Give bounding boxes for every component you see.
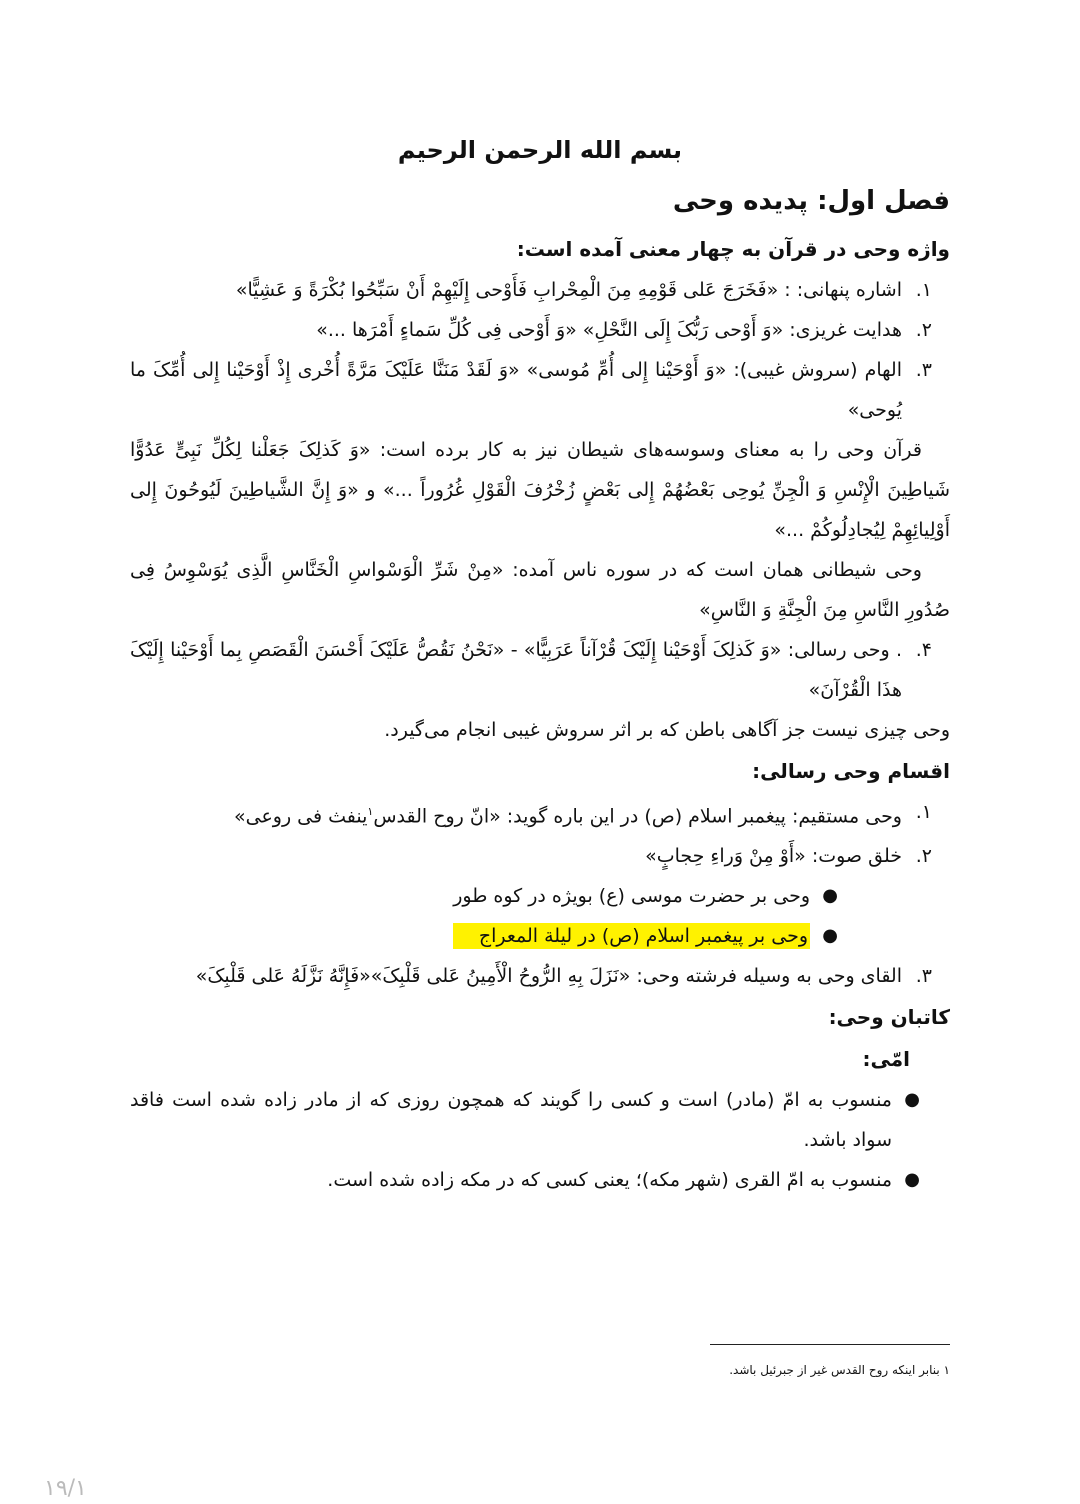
type-number: ۱. [915, 801, 932, 823]
type-text-before: وحی مستقیم: پیغمبر اسلام (ص) در این باره گوید: «انّ روح القدس [373, 805, 902, 828]
type-item-2 [130, 836, 950, 876]
meaning-item-1 [130, 270, 950, 310]
chapter-title: فصل اول: پدیده وحی [672, 186, 950, 216]
intro-heading: واژه وحی در قرآن به چهار معنی آمده است: [516, 237, 950, 261]
type-number: ۳. [915, 965, 932, 988]
meaning-text: . وحی رسالی: «وَ کَذلِکَ أَوْحَیْنا إِلَیْکَ قُرْآناً عَرَبِیًّا» - «نَحْنُ نَقُصُّ عَلَیْکَ أَحْسَنَ الْقَصَصِ بِما أَوْحَیْنا إِلَیْکَ هذَا الْقُرْآنَ» [130, 639, 902, 701]
bullet-icon: ● [904, 1169, 920, 1191]
type-text: خلق صوت: «أَوْ مِنْ وَراءِ حِجابٍ» [645, 845, 902, 868]
scribes-heading: کاتبان وحی: [828, 1005, 950, 1030]
bullet-icon: ● [904, 1089, 920, 1111]
sound-example-text: وحی بر حضرت موسی (ع) بویژه در کوه طور [453, 885, 810, 908]
basmala: بسم الله الرحمن الرحیم [397, 136, 683, 164]
type-number: ۲. [915, 845, 932, 868]
sound-example-text: وحی بر پیغمبر اسلام (ص) در لیلة المعراج [478, 925, 808, 948]
footnote-number: ۱ [943, 1363, 950, 1377]
footnote-text: بنابر اینکه روح القدس غیر از جبرئیل باشد. [729, 1363, 940, 1377]
bullet-icon: ● [822, 885, 838, 907]
paragraph-nas: وحی شیطانی همان است که در سوره ناس آمده: «مِنْ شَرِّ الْوَسْواسِ الْخَنَّاسِ الَّذِی یُوَسْوِسُ فِی صُدُورِ النَّاسِ مِنَ الْجِنَّةِ وَ النَّاسِ» [130, 559, 950, 621]
ummi-heading: امّی: [862, 1047, 910, 1072]
sound-example-2 [130, 916, 950, 956]
meaning-text: اشاره پنهانی: : «فَخَرَجَ عَلی قَوْمِهِ مِنَ الْمِحْرابِ فَأَوْحی إِلَیْهِمْ أَنْ سَبِّحُوا بُکْرَةً وَ عَشِیًّا» [235, 279, 902, 301]
type-item-1 [130, 792, 950, 836]
highlighted-text [453, 923, 810, 949]
paragraph-satan: قرآن وحی را به معنای وسوسه‌های شیطان نیز به کار برده است: «وَ کَذلِکَ جَعَلْنا لِکُلِّ نَبِیٍّ عَدُوًّا شَیاطِینَ الْإِنْسِ وَ الْجِنِّ یُوحِی بَعْضُهُمْ إِلی بَعْضٍ زُخْرُفَ الْقَوْلِ غُرُوراً ...» و «وَ إِنَّ الشَّیاطِینَ لَیُوحُونَ إِلی أَوْلِیائِهِمْ لِیُجادِلُوکُمْ ...» [130, 439, 950, 541]
footnote-ref[interactable]: ۱ [367, 805, 374, 818]
definition: وحی چیزی نیست جز آگاهی باطن که بر اثر سروش غیبی انجام می‌گیرد. [384, 719, 950, 741]
meaning-number: ۳. [915, 359, 932, 381]
meaning-text: الهام (سروش غیبی): «وَ أَوْحَیْنا إِلی أُمِّ مُوسی» «وَ لَقَدْ مَنَنَّا عَلَیْکَ مَرَّةً أُخْری إِذْ أَوْحَیْنا إِلی أُمِّکَ ما یُوحی» [130, 359, 902, 421]
meaning-item-2 [130, 310, 950, 350]
meaning-number: ۴. [915, 639, 932, 661]
ummi-meaning-1 [130, 1080, 950, 1160]
bullet-icon: ● [822, 925, 838, 947]
type-item-3 [130, 956, 950, 996]
footnote-separator [710, 1344, 950, 1345]
document-page [130, 0, 950, 1504]
main-content [130, 228, 950, 1200]
meaning-number: ۱. [915, 279, 932, 301]
types-heading: اقسام وحی رسالی: [752, 759, 950, 783]
ummi-meaning-2 [130, 1160, 950, 1200]
ummi-meaning-text: منسوب به امّ القری (شهر مکه)؛ یعنی کسی که در مکه زاده شده است. [327, 1169, 892, 1192]
ummi-meaning-text: منسوب به امّ (مادر) است و کسی را گویند که همچون روزی که از مادر زاده شده است فاقد سواد باشد. [130, 1089, 892, 1152]
meaning-number: ۲. [915, 319, 932, 341]
meaning-item-3 [130, 350, 950, 430]
meaning-item-4 [130, 630, 950, 710]
page-number: ۱۹/۱ [44, 1476, 87, 1501]
meaning-text: هدایت غریزی: «وَ أَوْحی رَبُّکَ إِلَی النَّحْلِ» «وَ أَوْحی فِی کُلِّ سَماءٍ أَمْرَها ...» [316, 319, 902, 341]
sound-example-1 [130, 876, 950, 916]
footnote [130, 1360, 950, 1380]
type-text-after: ینفث فی روعی» [233, 805, 368, 828]
type-text: القای وحی به وسیله فرشته وحی: «نَزَلَ بِهِ الرُّوحُ الْأَمِینُ عَلی قَلْبِکَ»«فَإِنَّهُ نَزَّلَهُ عَلی قَلْبِکَ» [195, 965, 902, 988]
